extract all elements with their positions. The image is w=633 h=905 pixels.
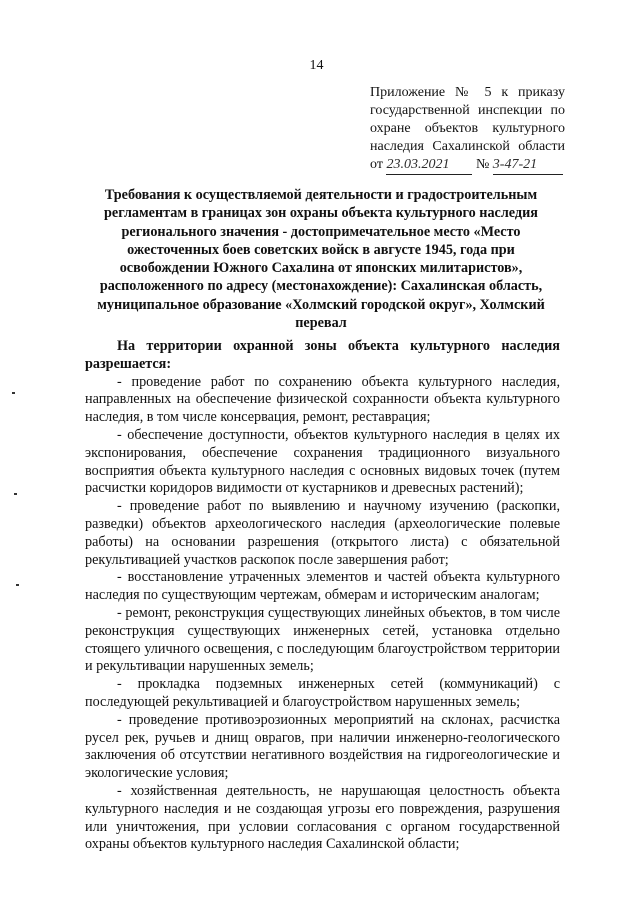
scan-speck <box>16 584 19 586</box>
scan-speck <box>12 392 15 394</box>
appendix-line-1: Приложение № 5 к приказу <box>370 85 565 100</box>
appendix-header <box>370 84 565 175</box>
page-number: 14 <box>309 58 324 73</box>
handwritten-number: 3-47-21 <box>493 156 563 175</box>
number-label: № <box>475 157 490 172</box>
list-item: - проведение противоэрозионных мероприятий на склонах, расчистка русел рек, ручьев и днищ оврагов, при наличии инженерно-геологического заключения об отсутствии негативного воздействия на гидрогеологические и экологические условия; <box>85 711 560 782</box>
appendix-line-4: наследия Сахалинской области <box>370 139 565 154</box>
list-item: - проведение работ по сохранению объекта культурного наследия, направленных на обеспечение физической сохранности объекта культурного наследия, в том числе консервация, ремонт, реставрация; <box>85 373 560 426</box>
document-body <box>85 338 560 854</box>
list-item: - хозяйственная деятельность, не нарушающая целостность объекта культурного наследия и не создающая угрозы его повреждения, разрушения или уничтожения, при условии согласования с органом государственной охраны объектов культурного наследия Сахалинской области; <box>85 782 560 853</box>
list-item: - обеспечение доступности, объектов культурного наследия в целях их экспонирования, обеспечение сохранения традиционного визуального восприятия объекта культурного наследия с основных видовых точек (путем расчистки коридоров видимости от кустарников и древесных растений); <box>85 426 560 497</box>
appendix-line-3: охране объектов культурного <box>370 121 565 136</box>
list-item: - восстановление утраченных элементов и частей объекта культурного наследия по существующим чертежам, обмерам и историческим аналогам; <box>85 569 560 604</box>
list-item: - ремонт, реконструкция существующих линейных объектов, в том числе реконструкция существующих инженерных сетей, установка отдельно стоящего уличного освещения, с последующим благоустройством территории и рекультивации нарушенных земель; <box>85 604 560 675</box>
scan-speck <box>14 493 17 495</box>
handwritten-date: 23.03.2021 <box>386 156 472 175</box>
intro-paragraph: На территории охранной зоны объекта культурного наследия разрешается: <box>85 338 560 372</box>
from-label: от <box>370 157 383 172</box>
list-item: - прокладка подземных инженерных сетей (коммуникаций) с последующей рекультивацией и благоустройством нарушенных земель; <box>85 676 560 710</box>
order-reference <box>370 156 565 175</box>
list-item: - проведение работ по выявлению и научному изучению (раскопки, разведки) объектов археологического наследия (археологические полевые работы) на основании разрешения (открытого листа) с обязательной рекультивацией участков раскопок после завершения работ; <box>85 498 560 568</box>
document-title: Требования к осуществляемой деятельности и градостроительным регламентам в границах зон охраны объекта культурного наследия регионального значения - достопримечательное место «Место ожесточенных боев советских войск в августе 1945, года при освобождении Южного Сахалина от японских милитаристов», расположенного по адресу (местонахождение): Сахалинская область, муниципальное образование «Холмский городской округ», Холмский перевал <box>97 187 545 332</box>
appendix-line-2: государственной инспекции по <box>370 103 565 118</box>
